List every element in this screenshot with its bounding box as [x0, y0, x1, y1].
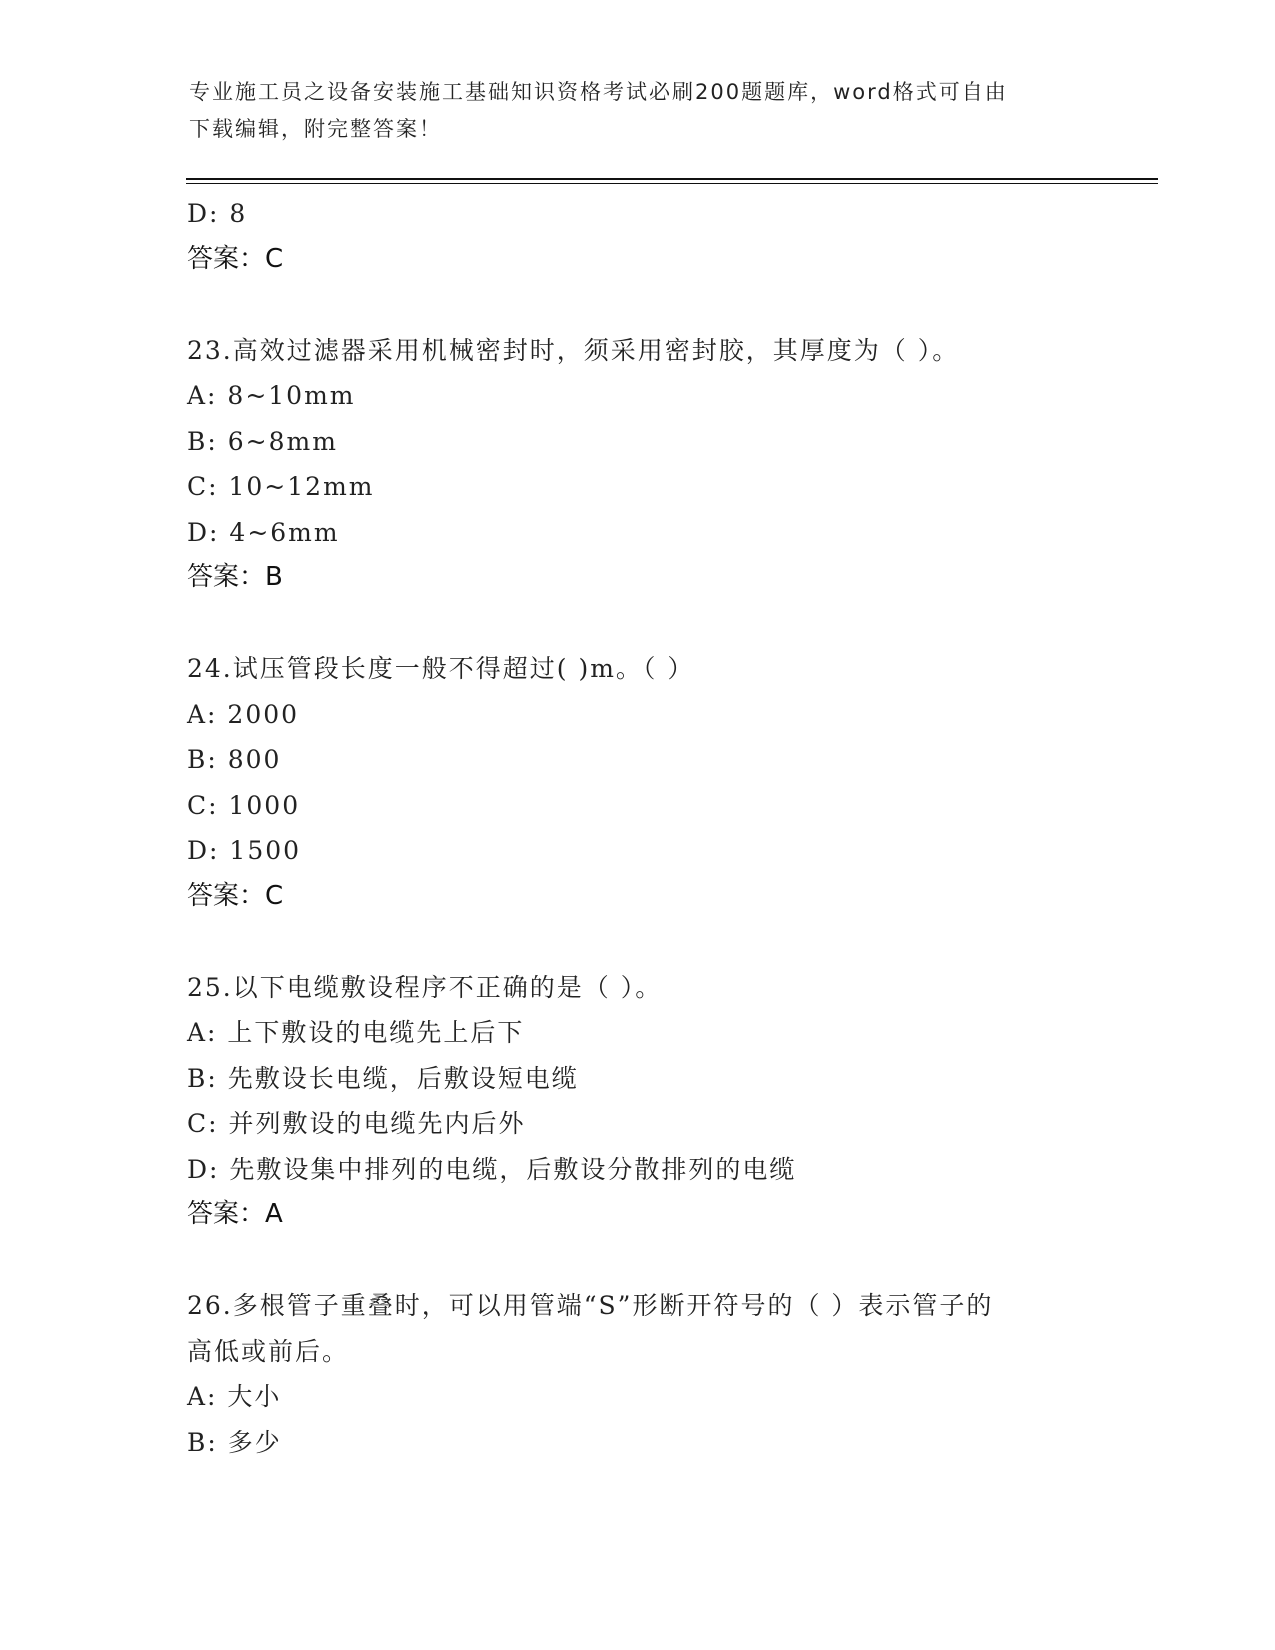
- question-stem: 25.以下电缆敷设程序不正确的是（ ）。: [187, 972, 663, 1002]
- question-26: [187, 1283, 1147, 1465]
- option-b: B: 800: [187, 745, 282, 774]
- option-b: B: 6~8mm: [187, 426, 338, 456]
- option-a: A: 8~10mm: [187, 381, 356, 410]
- spacer: [187, 919, 1147, 965]
- option-a: A: 2000: [187, 699, 300, 729]
- question-stem: 23.高效过滤器采用机械密封时，须采用密封胶，其厚度为（ ）。: [187, 335, 960, 365]
- question-stem-line-2: 高低或前后。: [187, 1336, 350, 1366]
- option-b: B: 先敷设长电缆，后敷设短电缆: [187, 1063, 579, 1093]
- question-stem: 24.试压管段长度一般不得超过( )m。（ ）: [187, 654, 695, 683]
- option-d: D: 1500: [187, 836, 302, 865]
- header-line-1: 专业施工员之设备安装施工基础知识资格考试必刷200题题库，word格式可自由: [189, 80, 1008, 104]
- document-header: [189, 74, 1089, 148]
- option-d: D: 8: [187, 199, 248, 228]
- question-list: [187, 191, 1147, 1465]
- spacer: [187, 601, 1147, 647]
- question-23: [187, 328, 1147, 601]
- answer-line: 答案：A: [187, 1199, 283, 1229]
- answer-line: 答案：C: [187, 880, 284, 911]
- option-c: C: 10~12mm: [187, 472, 375, 501]
- option-c: C: 并列敷设的电缆先内后外: [187, 1109, 526, 1138]
- option-d: D: 先敷设集中排列的电缆，后敷设分散排列的电缆: [187, 1154, 797, 1184]
- answer-line: 答案：C: [187, 243, 284, 274]
- header-divider-thin: [186, 183, 1158, 184]
- option-a: A: 大小: [187, 1382, 282, 1411]
- spacer: [187, 282, 1147, 328]
- answer-line: 答案：B: [187, 562, 283, 592]
- option-d: D: 4~6mm: [187, 517, 340, 547]
- spacer: [187, 1238, 1147, 1284]
- question-25: [187, 965, 1147, 1238]
- header-divider-thick: [186, 178, 1158, 180]
- option-b: B: 多少: [187, 1427, 282, 1457]
- option-a: A: 上下敷设的电缆先上后下: [187, 1018, 525, 1047]
- question-24: [187, 646, 1147, 919]
- question-stem-line-1: 26.多根管子重叠时，可以用管端“S”形断开符号的（ ）表示管子的: [187, 1291, 994, 1320]
- header-line-2: 下载编辑，附完整答案！: [189, 117, 442, 141]
- option-c: C: 1000: [187, 790, 301, 820]
